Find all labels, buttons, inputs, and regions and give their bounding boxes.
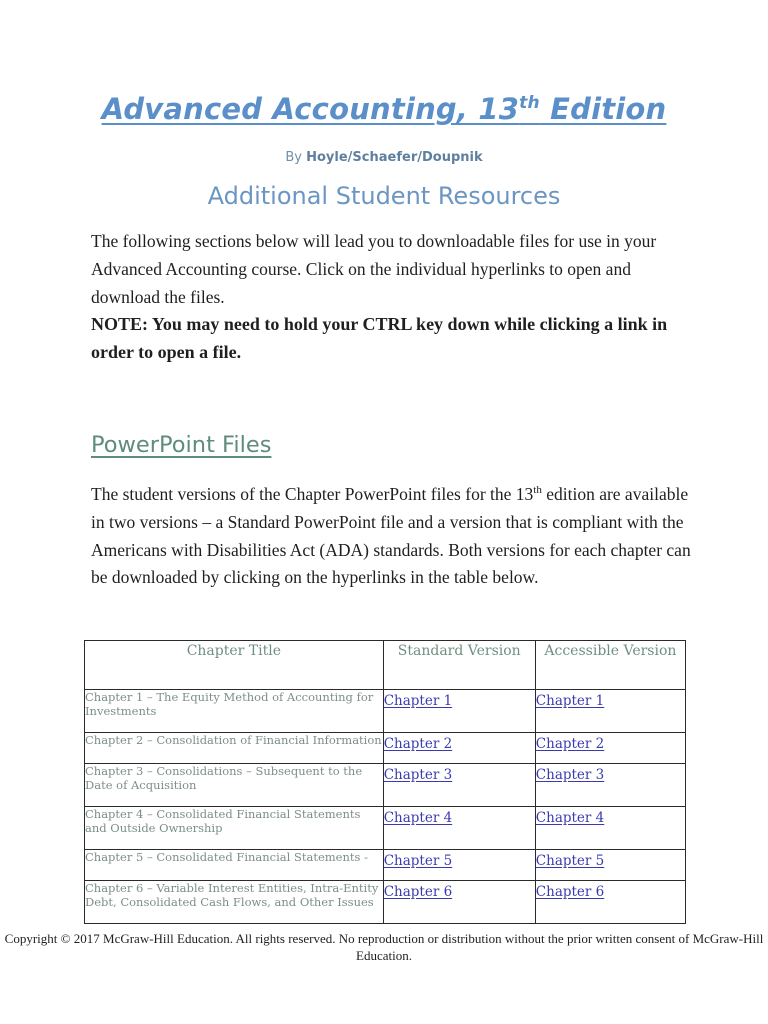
accessible-link-chapter-1[interactable]: Chapter 1	[535, 693, 605, 709]
powerpoint-paragraph	[91, 481, 691, 592]
standard-cell	[383, 690, 535, 733]
accessible-cell	[535, 733, 685, 764]
standard-link-chapter-3[interactable]: Chapter 3	[383, 767, 453, 783]
intro-note: NOTE: You may need to hold your CTRL key down while clicking a link in order to open a file.	[91, 314, 668, 363]
chapter-title-cell: Chapter 6 – Variable Interest Entities, Intra-Entity Debt, Consolidated Cash Flows, and Other Issues	[85, 881, 384, 924]
accessible-link-chapter-2[interactable]: Chapter 2	[535, 736, 605, 752]
accessible-link-chapter-4[interactable]: Chapter 4	[535, 810, 605, 826]
chapter-title-cell: Chapter 5 – Consolidated Financial Statements -	[85, 850, 384, 881]
table-row	[85, 764, 686, 807]
accessible-cell	[535, 807, 685, 850]
standard-cell	[383, 850, 535, 881]
copyright-footer: Copyright © 2017 McGraw-Hill Education. All rights reserved. No reproduction or distribution without the prior written consent of McGraw-Hill Education.	[4, 931, 764, 963]
table-header-row	[85, 641, 686, 690]
title-main: Advanced Accounting, 13	[101, 92, 520, 126]
byline-authors: Hoyle/Schaefer/Doupnik	[306, 150, 483, 165]
standard-link-chapter-6[interactable]: Chapter 6	[383, 884, 453, 900]
powerpoint-section-heading: PowerPoint Files	[91, 432, 272, 458]
header-accessible-version: Accessible Version	[535, 641, 685, 690]
accessible-cell	[535, 690, 685, 733]
accessible-cell	[535, 881, 685, 924]
accessible-cell	[535, 850, 685, 881]
chapter-title-cell: Chapter 3 – Consolidations – Subsequent to the Date of Acquisition	[85, 764, 384, 807]
standard-cell	[383, 764, 535, 807]
accessible-link-chapter-6[interactable]: Chapter 6	[535, 884, 605, 900]
byline	[0, 150, 768, 165]
standard-link-chapter-4[interactable]: Chapter 4	[383, 810, 453, 826]
title-tail: Edition	[539, 92, 667, 126]
chapter-title-cell: Chapter 4 – Consolidated Financial Statements and Outside Ownership	[85, 807, 384, 850]
standard-cell	[383, 807, 535, 850]
title-superscript: th	[519, 93, 540, 113]
document-title	[0, 92, 768, 126]
powerpoint-text-1: The student versions of the Chapter PowerPoint files for the 13	[91, 484, 534, 504]
subtitle: Additional Student Resources	[207, 182, 561, 210]
chapter-title-cell: Chapter 2 – Consolidation of Financial Information	[85, 733, 384, 764]
accessible-link-chapter-5[interactable]: Chapter 5	[535, 853, 605, 869]
standard-link-chapter-5[interactable]: Chapter 5	[383, 853, 453, 869]
byline-prefix: By	[285, 150, 307, 165]
table-row	[85, 733, 686, 764]
table-row	[85, 881, 686, 924]
standard-cell	[383, 733, 535, 764]
accessible-cell	[535, 764, 685, 807]
header-chapter-title: Chapter Title	[85, 641, 384, 690]
standard-link-chapter-2[interactable]: Chapter 2	[383, 736, 453, 752]
header-standard-version: Standard Version	[383, 641, 535, 690]
powerpoint-text-2: edition are available in two versions – a Standard PowerPoint file and a version that is compliant with the Americans with Disabilities Act (ADA) standards. Both versions for each chapter can be downloaded by clicking on the hyperlinks in the table below.	[91, 484, 691, 588]
table-row	[85, 807, 686, 850]
intro-text: The following sections below will lead you to downloadable files for use in your Advanced Accounting course. Click on the individual hyperlinks to open and download the files.	[91, 231, 657, 307]
chapter-title-cell: Chapter 1 – The Equity Method of Accounting for Investments	[85, 690, 384, 733]
table-row	[85, 690, 686, 733]
chapters-table	[84, 640, 686, 924]
standard-link-chapter-1[interactable]: Chapter 1	[383, 693, 453, 709]
powerpoint-superscript: th	[533, 484, 542, 496]
accessible-link-chapter-3[interactable]: Chapter 3	[535, 767, 605, 783]
standard-cell	[383, 881, 535, 924]
table-row	[85, 850, 686, 881]
intro-paragraph	[91, 228, 691, 367]
